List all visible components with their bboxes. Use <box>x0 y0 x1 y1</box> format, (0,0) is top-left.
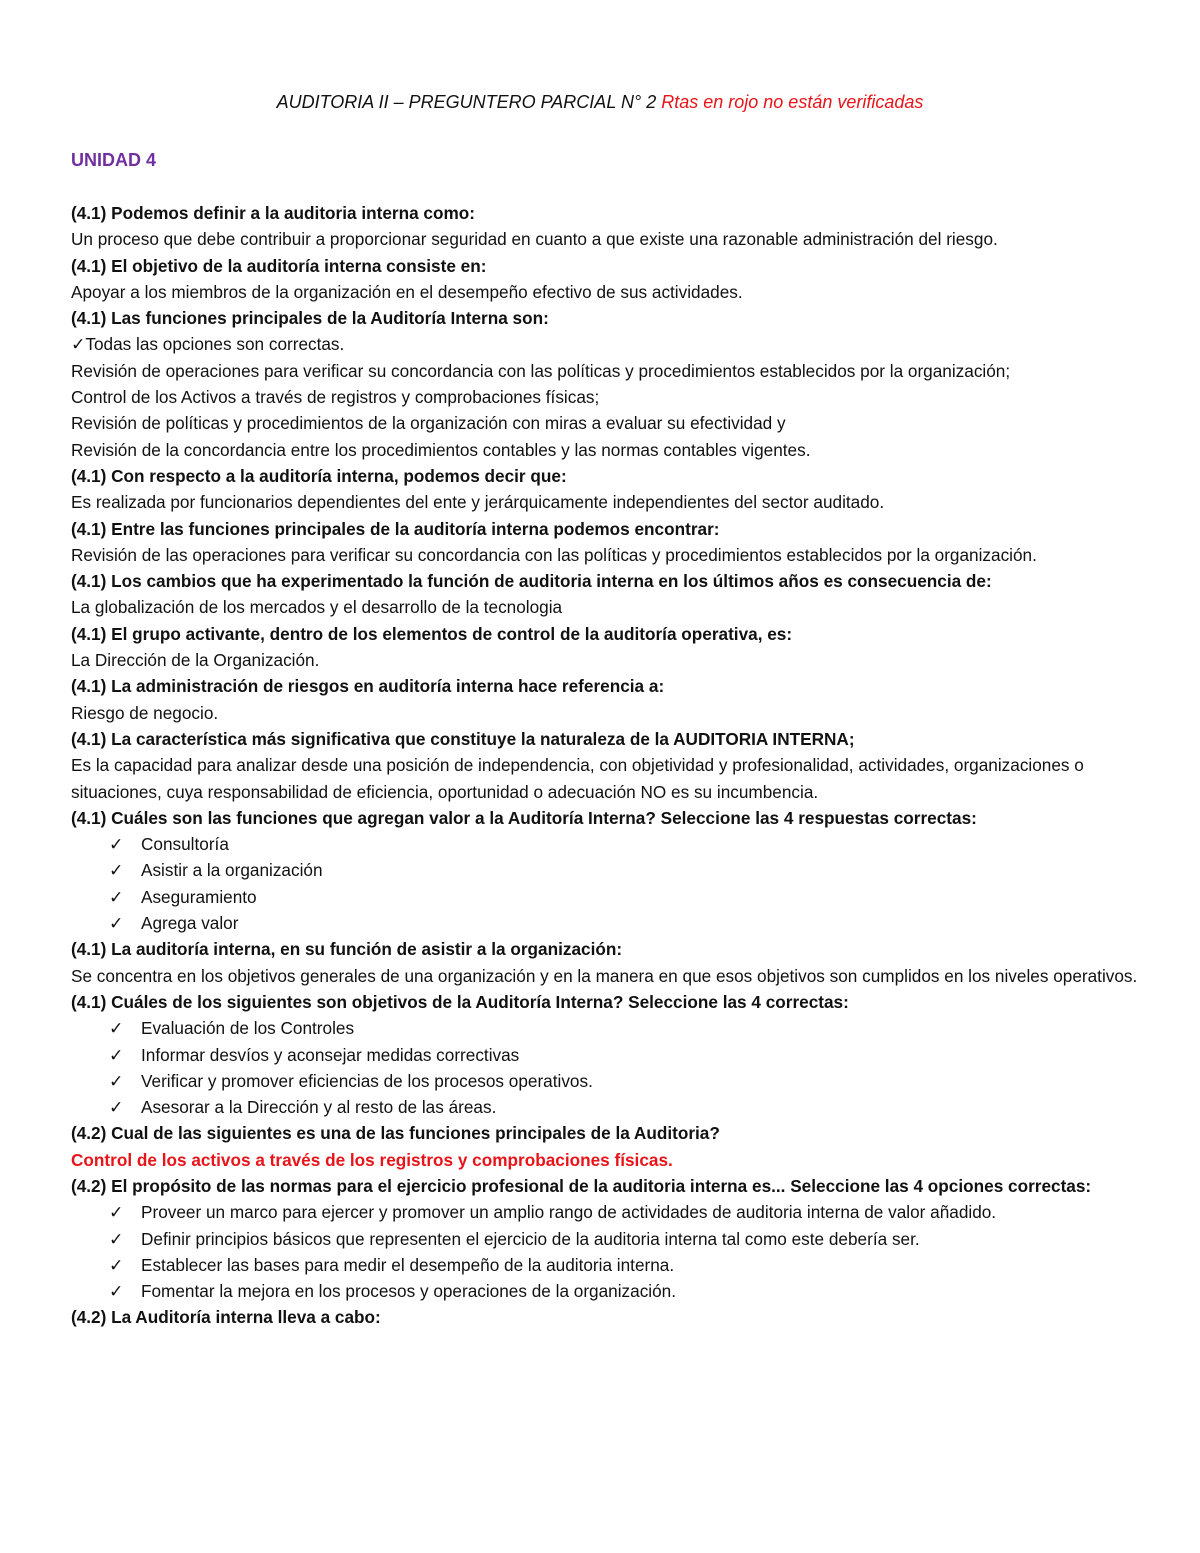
checklist-item-label: Asistir a la organización <box>141 860 323 881</box>
answer: ✓Todas las opciones son correctas. <box>71 334 345 355</box>
answer: Se concentra en los objetivos generales de una organización y en la manera en que esos objetivos son cumplidos en los niveles operativos. <box>71 965 1138 986</box>
checklist-item-label: Definir principios básicos que representen el ejercicio de la auditoria interna tal como este debería ser. <box>141 1228 920 1249</box>
checklist-item <box>71 1094 1151 1120</box>
answer: Riesgo de negocio. <box>71 702 219 723</box>
checklist-item-label: Consultoría <box>141 834 229 855</box>
question: (4.1) Entre las funciones principales de la auditoría interna podemos encontrar: <box>71 518 720 539</box>
check-icon: ✓ <box>109 886 124 907</box>
question: (4.1) La característica más significativa que constituye la naturaleza de la AUDITORIA INTERNA; <box>71 728 855 749</box>
checklist-item-label: Proveer un marco para ejercer y promover un amplio rango de actividades de auditoria interna de valor añadido. <box>141 1202 997 1223</box>
checklist-item <box>71 1252 1151 1278</box>
check-icon: ✓ <box>109 1097 124 1118</box>
checklist-item <box>71 857 1151 883</box>
checklist-item <box>71 1015 1151 1041</box>
question: (4.1) Cuáles son las funciones que agregan valor a la Auditoría Interna? Seleccione las 4 respuestas correctas: <box>71 807 977 828</box>
answer: Es realizada por funcionarios dependientes del ente y jerárquicamente independientes del sector auditado. <box>71 492 885 513</box>
checklist-item-label: Asesorar a la Dirección y al resto de las áreas. <box>141 1097 497 1118</box>
unverified-answer: Control de los activos a través de los registros y comprobaciones físicas. <box>71 1149 673 1170</box>
check-icon: ✓ <box>109 1254 124 1275</box>
answer: Revisión de la concordancia entre los procedimientos contables y las normas contables vigentes. <box>71 439 811 460</box>
answer: Apoyar a los miembros de la organización en el desempeño efectivo de sus actividades. <box>71 281 743 302</box>
checklist-item-label: Verificar y promover eficiencias de los procesos operativos. <box>141 1070 593 1091</box>
check-icon: ✓ <box>109 1202 124 1223</box>
checklist-item <box>71 831 1151 857</box>
title-note: Rtas en rojo no están verificadas <box>661 92 924 112</box>
answer: Es la capacidad para analizar desde una posición de independencia, con objetividad y profesionalidad, actividades, organizaciones o situaciones, cuya responsabilidad de eficiencia, oportunidad o adecuación NO es su incumbencia. <box>71 755 1084 802</box>
answer: Revisión de políticas y procedimientos de la organización con miras a evaluar su efectividad y <box>71 413 786 434</box>
question: (4.1) Los cambios que ha experimentado la función de auditoria interna en los últimos años es consecuencia de: <box>71 571 992 592</box>
question: (4.2) Cual de las siguientes es una de las funciones principales de la Auditoria? <box>71 1123 720 1144</box>
checklist-item-label: Establecer las bases para medir el desempeño de la auditoria interna. <box>141 1254 675 1275</box>
checklist-item-label: Fomentar la mejora en los procesos y operaciones de la organización. <box>141 1281 677 1302</box>
checklist-item-label: Aseguramiento <box>141 886 257 907</box>
question: (4.1) La administración de riesgos en auditoría interna hace referencia a: <box>71 676 665 697</box>
answer: Revisión de las operaciones para verificar su concordancia con las políticas y procedimientos establecidos por la organización. <box>71 544 1037 565</box>
question: (4.1) Podemos definir a la auditoria interna como: <box>71 203 475 223</box>
question: (4.1) El objetivo de la auditoría interna consiste en: <box>71 255 487 276</box>
checklist-item-label: Agrega valor <box>141 913 239 934</box>
checklist-item <box>71 1042 1151 1068</box>
question: (4.2) La Auditoría interna lleva a cabo: <box>71 1307 381 1328</box>
question: (4.1) Cuáles de los siguientes son objetivos de la Auditoría Interna? Seleccione las 4 correctas: <box>71 991 849 1012</box>
question: (4.1) Las funciones principales de la Auditoría Interna son: <box>71 308 549 329</box>
check-icon: ✓ <box>109 913 124 934</box>
checklist-item-label: Informar desvíos y aconsejar medidas correctivas <box>141 1044 520 1065</box>
checklist-item <box>71 884 1151 910</box>
answer: Revisión de operaciones para verificar su concordancia con las políticas y procedimientos establecidos por la organización; <box>71 360 1011 381</box>
checklist-item <box>71 1278 1151 1304</box>
check-icon: ✓ <box>109 1281 124 1302</box>
questions-content <box>71 200 1151 1331</box>
unit-heading: UNIDAD 4 <box>71 150 157 170</box>
answer: La globalización de los mercados y el desarrollo de la tecnologia <box>71 597 563 618</box>
checklist-item <box>71 1199 1151 1225</box>
checklist-item <box>71 1226 1151 1252</box>
check-icon: ✓ <box>109 1228 124 1249</box>
page-title <box>0 92 1200 113</box>
question: (4.2) El propósito de las normas para el ejercicio profesional de la auditoria interna es... Seleccione las 4 opciones correctas: <box>71 1175 1092 1196</box>
checklist-item-label: Evaluación de los Controles <box>141 1018 355 1039</box>
answer: La Dirección de la Organización. <box>71 650 320 671</box>
question: (4.1) El grupo activante, dentro de los elementos de control de la auditoría operativa, es: <box>71 623 793 644</box>
checklist-item <box>71 1068 1151 1094</box>
check-icon: ✓ <box>109 860 124 881</box>
title-main: AUDITORIA II – PREGUNTERO PARCIAL N° 2 <box>276 92 657 112</box>
check-icon: ✓ <box>109 1018 124 1039</box>
check-icon: ✓ <box>109 834 124 855</box>
checklist-item <box>71 910 1151 936</box>
check-icon: ✓ <box>109 1070 124 1091</box>
question: (4.1) Con respecto a la auditoría interna, podemos decir que: <box>71 465 567 486</box>
answer: Un proceso que debe contribuir a proporcionar seguridad en cuanto a que existe una razonable administración del riesgo. <box>71 229 998 250</box>
question: (4.1) La auditoría interna, en su función de asistir a la organización: <box>71 939 623 960</box>
answer: Control de los Activos a través de registros y comprobaciones físicas; <box>71 387 600 408</box>
check-icon: ✓ <box>109 1044 124 1065</box>
